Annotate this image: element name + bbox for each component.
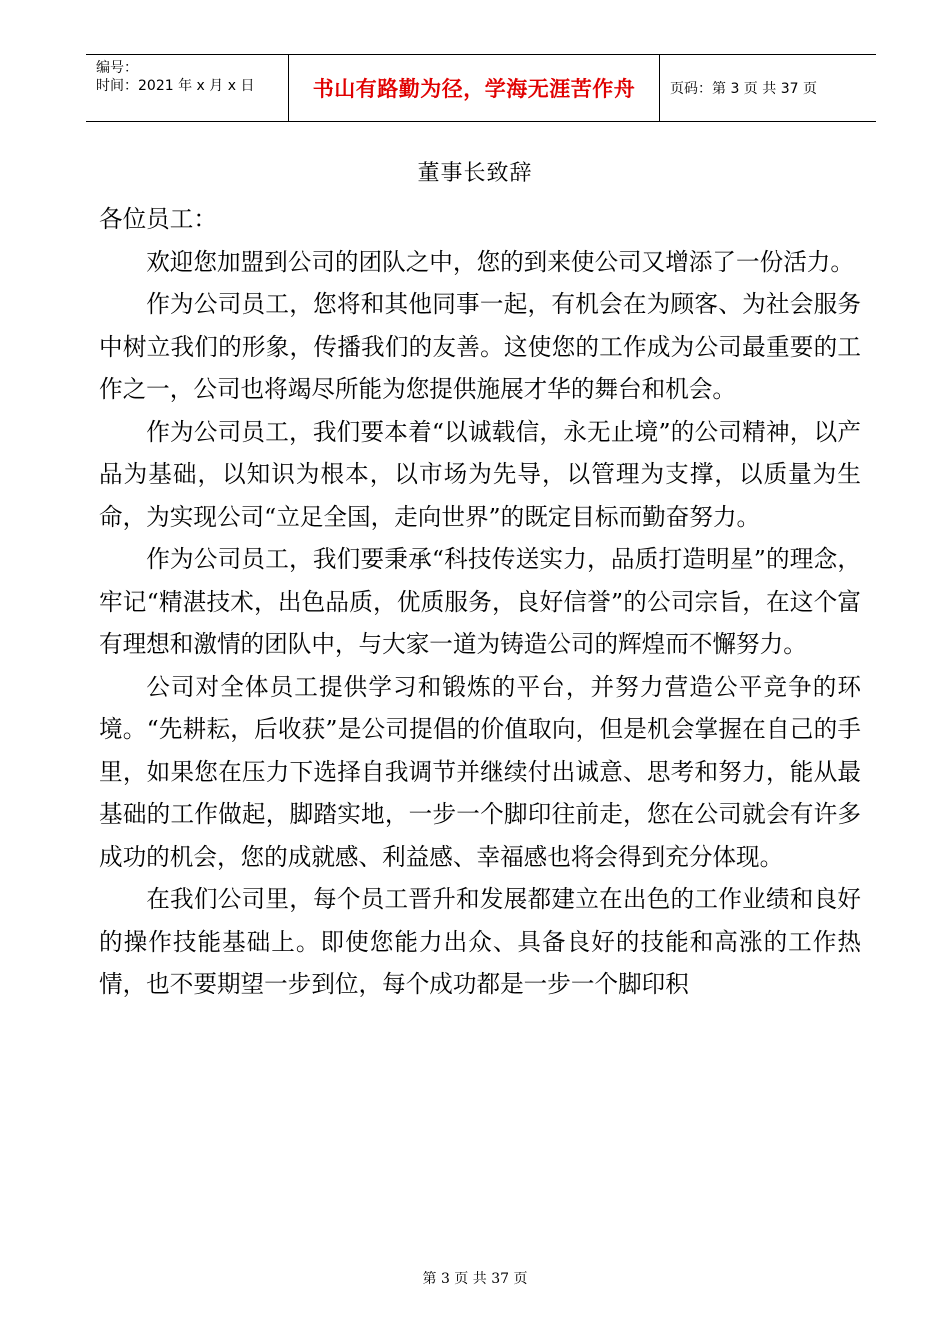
- header-meta: [86, 55, 288, 121]
- document-body: [99, 198, 861, 1006]
- paragraph: 在我们公司里，每个员工晋升和发展都建立在出色的工作业绩和良好的操作技能基础上。即使您能力出众、具备良好的技能和高涨的工作热情，也不要期望一步到位，每个成功都是一步一个脚印积: [99, 885, 861, 998]
- header-motto-cell: [288, 55, 660, 121]
- header-page-info: 页码：第 3 页 共 37 页: [670, 81, 817, 97]
- salutation: 各位员工：: [99, 205, 217, 233]
- paragraph: 作为公司员工，您将和其他同事一起，有机会在为顾客、为社会服务中树立我们的形象，传播我们的友善。这使您的工作成为公司最重要的工作之一，公司也将竭尽所能为您提供施展才华的舞台和机会。: [99, 290, 861, 403]
- page-header: [86, 54, 876, 122]
- paragraph: 作为公司员工，我们要秉承“科技传送实力，品质打造明星”的理念，牢记“精湛技术，出色品质，优质服务，良好信誉”的公司宗旨，在这个富有理想和激情的团队中，与大家一道为铸造公司的辉煌而不懈努力。: [99, 545, 861, 658]
- document-title: 董事长致辞: [417, 161, 533, 186]
- header-motto: 书山有路勤为径，学海无涯苦作舟: [312, 76, 636, 101]
- document-number-label: 编号：: [96, 60, 138, 76]
- paragraph: 作为公司员工，我们要本着“以诚载信，永无止境”的公司精神，以产品为基础，以知识为根本，以市场为先导，以管理为支撑，以质量为生命，为实现公司“立足全国，走向世界”的既定目标而勤奋努力。: [99, 417, 861, 531]
- page-footer: 第 3 页 共 37 页: [422, 1271, 528, 1287]
- paragraph: 公司对全体员工提供学习和锻炼的平台，并努力营造公平竞争的环境。“先耕耘，后收获”是公司提倡的价值取向，但是机会掌握在自己的手里，如果您在压力下选择自我调节并继续付出诚意、思考和努力，能从最基础的工作做起，脚踏实地，一步一个脚印往前走，您在公司就会有许多成功的机会，您的成就感、利益感、幸福感也将会得到充分体现。: [99, 672, 861, 871]
- paragraph: 欢迎您加盟到公司的团队之中，您的到来使公司又增添了一份活力。: [146, 247, 854, 276]
- document-time: 时间：2021 年 x 月 x 日: [96, 78, 255, 94]
